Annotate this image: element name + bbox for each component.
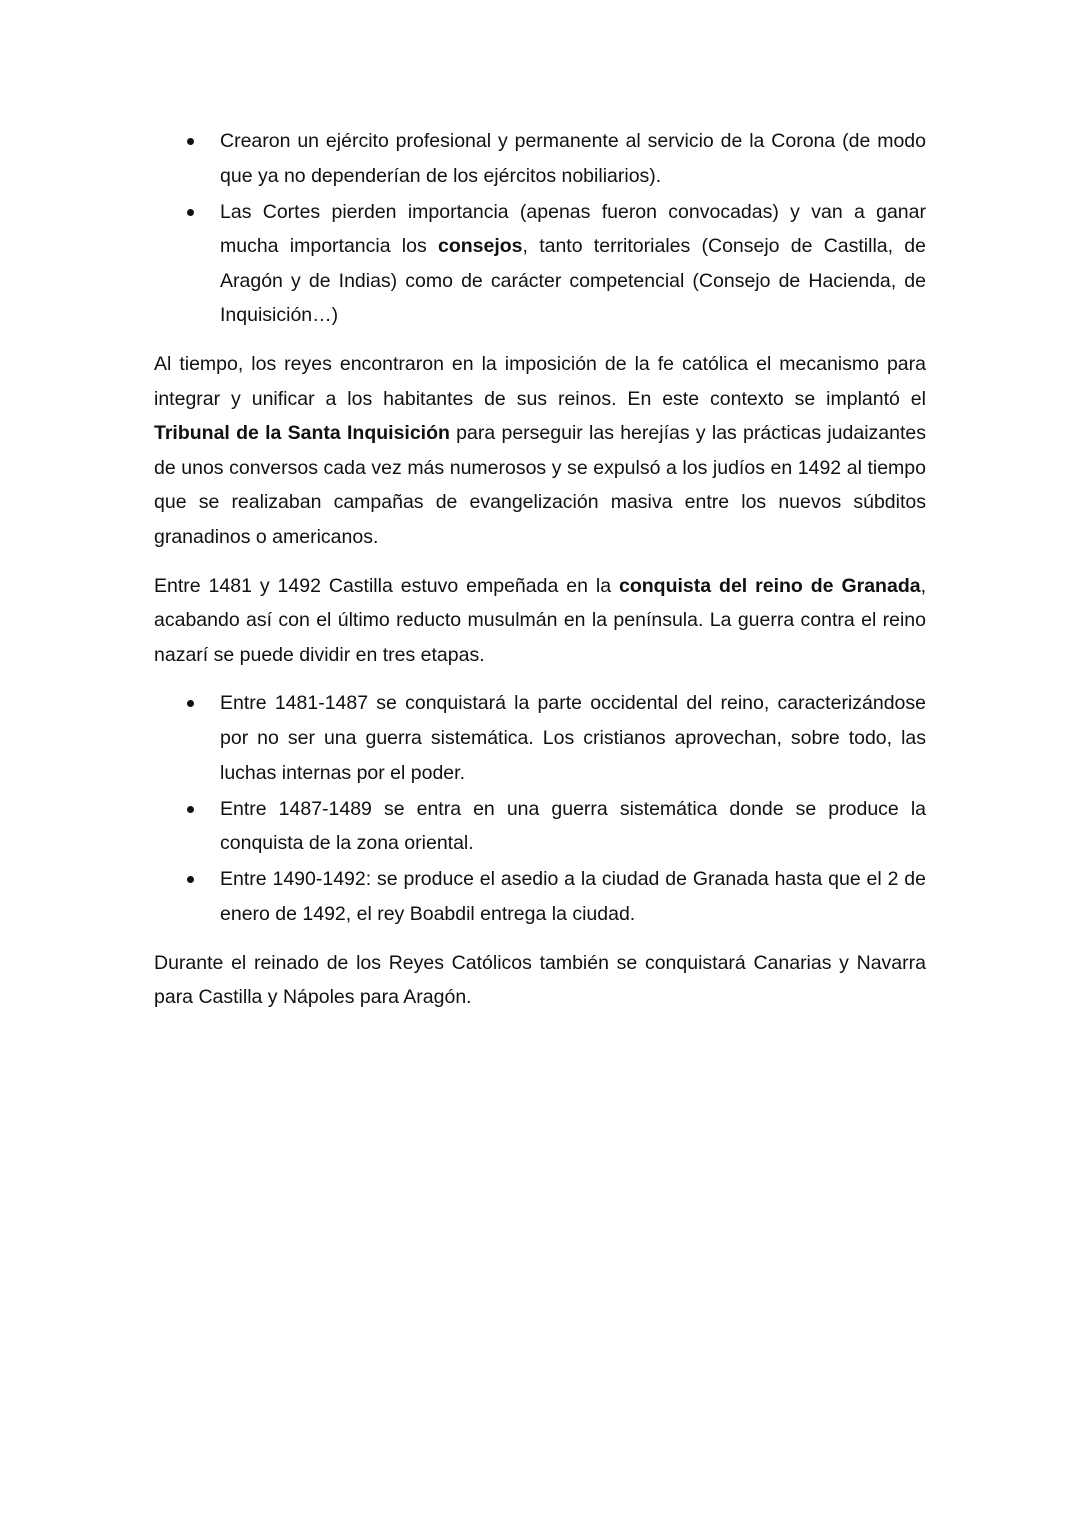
bullet-icon [187, 209, 194, 216]
list-item-text: Entre 1481-1487 se conquistará la parte occidental del reino, caracterizándose por no ser una guerra sistemática. Los cristianos aprovechan, sobre todo, las luchas internas por el poder. [220, 692, 926, 784]
bullet-icon [187, 700, 194, 707]
bullet-icon [187, 806, 194, 813]
paragraph-conquests [154, 946, 926, 1015]
list-item-text: Entre 1487-1489 se entra en una guerra sistemática donde se produce la conquista de la zona oriental. [220, 797, 926, 855]
list-item-text: Entre 1490-1492: se produce el asedio a la ciudad de Granada hasta que el 2 de enero de 1492, el rey Boabdil entrega la ciudad. [220, 868, 926, 925]
bullet-list-administration [154, 124, 926, 333]
list-item [154, 792, 926, 861]
bullet-list-granada-stages [154, 686, 926, 931]
bullet-icon [187, 138, 194, 145]
paragraph-inquisition [154, 347, 926, 555]
list-item [154, 686, 926, 790]
list-item [154, 195, 926, 333]
list-item-text-pre: Las Cortes pierden importancia (apenas fueron convocadas) y van a ganar mucha importancia los [220, 200, 926, 258]
paragraph-text-pre: Entre 1481 y 1492 Castilla estuvo empeñada en la [154, 574, 619, 597]
list-item-text-bold: consejos [437, 235, 523, 258]
paragraph-text-post: para perseguir las herejías y las prácticas judaizantes de unos conversos cada vez más numerosos y se expulsó a los judíos en 1492 al tiempo que se realizaban campañas de evangelización masiva entre los nuevos súbditos granadinos o americanos. [154, 422, 926, 549]
list-item-text: Crearon un ejército profesional y permanente al servicio de la Corona (de modo que ya no dependerían de los ejércitos nobiliarios). [220, 130, 926, 187]
paragraph-text-pre: Al tiempo, los reyes encontraron en la imposición de la fe católica el mecanismo para integrar y unificar a los habitantes de sus reinos. En este contexto se implantó el [154, 353, 926, 410]
paragraph-text-bold: conquista del reino de Granada [619, 574, 921, 597]
bullet-icon [187, 876, 194, 883]
list-item [154, 862, 926, 931]
list-item-text-post: , tanto territoriales (Consejo de Castilla, de Aragón y de Indias) como de carácter competencial (Consejo de Hacienda, de Inquisición…) [220, 235, 926, 327]
document-page [154, 124, 926, 1015]
paragraph-text-bold: Tribunal de la Santa Inquisición [154, 422, 450, 445]
list-item [154, 124, 926, 193]
paragraph-text: Durante el reinado de los Reyes Católicos también se conquistará Canarias y Navarra para Castilla y Nápoles para Aragón. [154, 951, 926, 1009]
paragraph-text-post: , acabando así con el último reducto musulmán en la península. La guerra contra el reino nazarí se puede dividir en tres etapas. [154, 574, 926, 666]
paragraph-granada [154, 569, 926, 673]
